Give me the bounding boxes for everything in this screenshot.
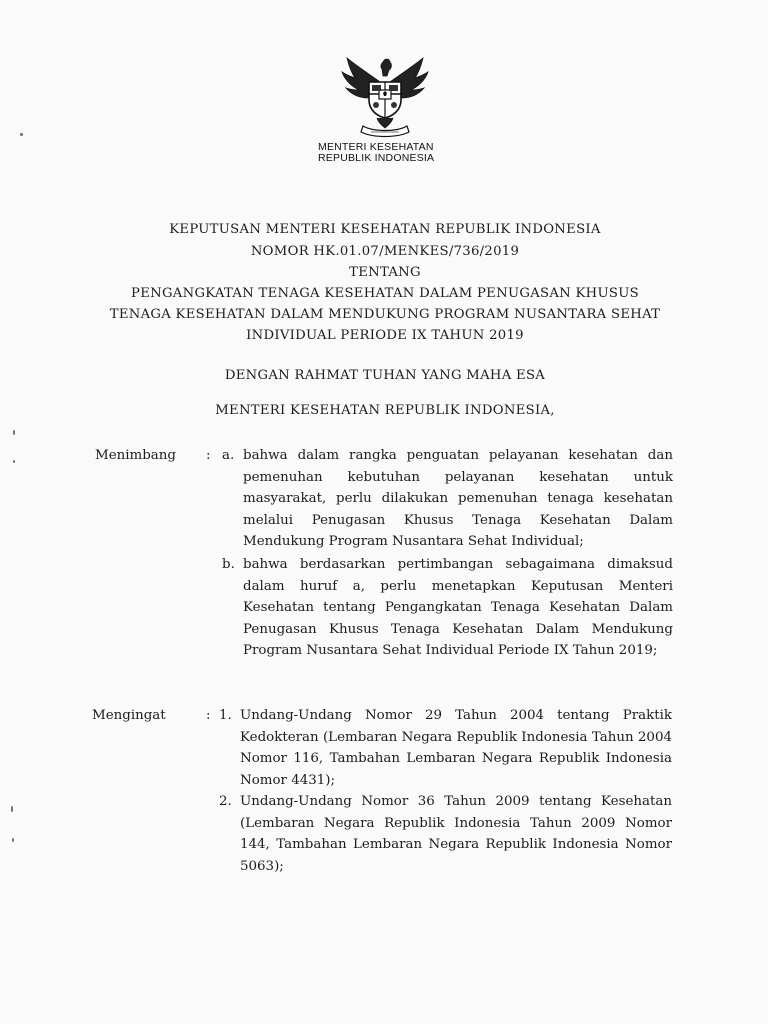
mengingat-item-1: Undang-Undang Nomor 29 Tahun 2004 tentang Praktik Kedokteran (Lembaran Negara Republik Indonesia Tahun 2004 Nomor 116, Tambahan Lembaran Negara Republik Indonesia Nomor 4431); <box>240 708 672 788</box>
invocation: DENGAN RAHMAT TUHAN YANG MAHA ESA <box>224 368 546 383</box>
scan-speck <box>12 838 14 842</box>
decree-subject-line-2: TENAGA KESEHATAN DALAM MENDUKUNG PROGRAM NUSANTARA SEHAT <box>109 307 661 322</box>
menimbang-item-b-marker: b. <box>222 557 235 572</box>
mengingat-colon: : <box>206 708 211 723</box>
mengingat-item-2-marker: 2. <box>219 794 232 809</box>
menimbang-item-a-marker: a. <box>222 448 235 463</box>
menimbang-colon: : <box>206 448 211 463</box>
scan-speck <box>11 806 13 812</box>
menimbang-label: Menimbang <box>95 448 176 463</box>
issuer-line: MENTERI KESEHATAN REPUBLIK INDONESIA, <box>215 403 555 418</box>
menimbang-item-b: bahwa berdasarkan pertimbangan sebagaimana dimaksud dalam huruf a, perlu menetapkan Keputusan Menteri Kesehatan tentang Pengangkatan Tenaga Kesehatan Dalam Penugasan Khusus Tenaga Kesehatan Dalam Mendukung Program Nusantara Sehat Individual Periode IX Tahun 2019; <box>243 557 673 659</box>
decree-tentang: TENTANG <box>349 265 421 280</box>
ministry-line-2: REPUBLIK INDONESIA <box>318 152 435 164</box>
scan-speck <box>13 430 15 435</box>
decree-title: KEPUTUSAN MENTERI KESEHATAN REPUBLIK INDONESIA <box>169 222 601 237</box>
decree-subject-line-3: INDIVIDUAL PERIODE IX TAHUN 2019 <box>246 328 524 343</box>
decree-number: NOMOR HK.01.07/MENKES/736/2019 <box>250 244 520 259</box>
scan-speck <box>13 460 15 463</box>
mengingat-label: Mengingat <box>92 708 166 723</box>
scan-artifact <box>28 22 58 54</box>
mengingat-item-1-marker: 1. <box>219 708 232 723</box>
ministry-line-1: MENTERI KESEHATAN <box>318 141 434 153</box>
garuda-emblem-icon <box>339 54 431 138</box>
mengingat-item-2: Undang-Undang Nomor 36 Tahun 2009 tentang Kesehatan (Lembaran Negara Republik Indonesia Tahun 2009 Nomor 144, Tambahan Lembaran Negara Republik Indonesia Nomor 5063); <box>240 794 672 874</box>
menimbang-item-a: bahwa dalam rangka penguatan pelayanan kesehatan dan pemenuhan kebutuhan pelayanan kesehatan untuk masyarakat, perlu dilakukan pemenuhan tenaga kesehatan melalui Penugasan Khusus Tenaga Kesehatan Dalam Mendukung Program Nusantara Sehat Individual; <box>243 448 673 550</box>
decree-subject-line-1: PENGANGKATAN TENAGA KESEHATAN DALAM PENUGASAN KHUSUS <box>131 286 639 301</box>
scan-speck <box>20 133 23 136</box>
ministry-heading <box>318 142 468 164</box>
